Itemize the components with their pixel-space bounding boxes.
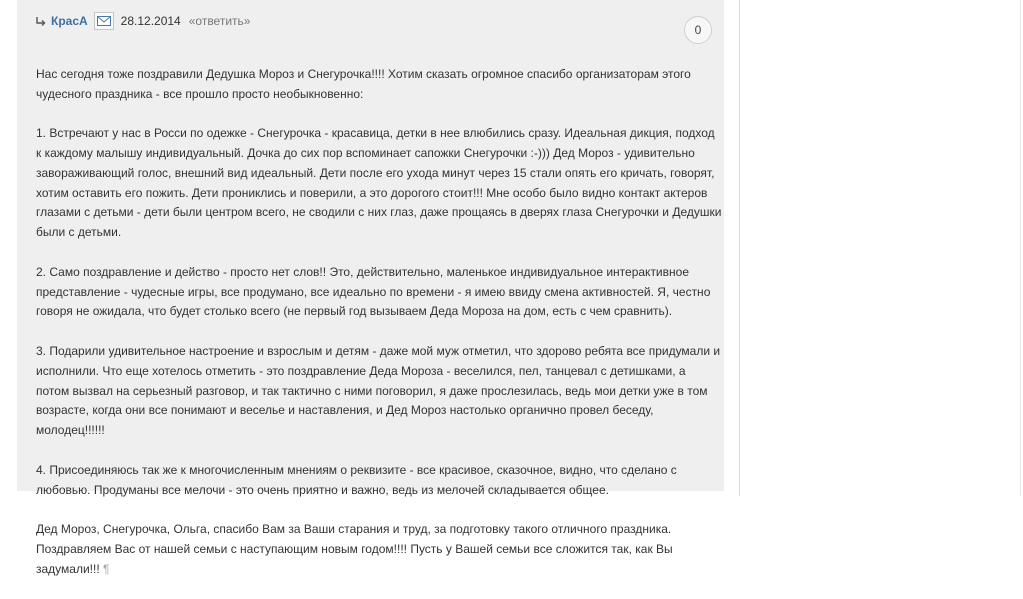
reply-link[interactable]: «ответить» (188, 14, 251, 28)
reply-arrow-icon (35, 15, 46, 27)
author-link[interactable]: КрасА (51, 14, 88, 28)
closing-text: Дед Мороз, Снегурочка, Ольга, спасибо Вам за Ваши старания и труд, за подготовку такого отличного праздника. Поздравляем Вас от нашей семьи с наступающим новым годом!!!! Пусть у Вашей семьи все сложится так, как Вы задумали!!! (36, 522, 673, 576)
reply-count-badge[interactable]: 0 (684, 16, 712, 44)
comment-paragraph-intro: Нас сегодня тоже поздравили Дедушка Мороз и Снегурочка!!!! Хотим сказать огромное спасибо организаторам этого чудесного праздника - все прошло просто необыкновенно: (36, 66, 691, 101)
comment-body (36, 45, 722, 599)
pilcrow-icon: ¶ (103, 561, 110, 576)
comment-header (35, 12, 250, 30)
comment-paragraph-closing (36, 520, 722, 579)
sidebar-divider (739, 0, 740, 496)
comment-paragraph-4: 4. Присоединяюсь так же к многочисленным мнениям о реквизите - все красивое, сказочное, видно, что сделано с любовью. Продуманы все мелочи - это очень приятно и важно, ведь из мелочей складывается общее. (36, 462, 677, 497)
page-edge-divider (1020, 0, 1021, 496)
mail-icon[interactable] (94, 12, 114, 30)
comment-paragraph-1: 1. Встречают у нас в Росси по одежке - Снегурочка - красавица, детки в нее влюбились сразу. Идеальная дикция, подход к каждому малышу индивидуальный. Дочка до сих пор вспоминает сапожки Снегурочки :-))) Дед Мороз - удивительно завораживающий голос, внешний вид идеальный. Дети после его ухода минут через 15 стали опять его кричать, говорят, хотим оставить его пожить. Дети прониклись и поверили, а это дорогого стоит!!! Мне особо было видно контакт актеров глазами с детьми - дети были центром всего, не сводили с них глаз, даже прощаясь в дверях глаза Снегурочки и Дедушки были с детьми. (36, 126, 722, 240)
comment-paragraph-2: 2. Само поздравление и действо - просто нет слов!! Это, действительно, маленькое индивидуальное интерактивное представление - чудесные игры, все продумано, все идеально по времени - я имею ввиду смена активностей. Я, честно говоря не ожидала, что будет столько всего (не первый год вызываем Деда Мороза на дом, есть с чем сравнить). (36, 264, 711, 319)
comment-card (17, 0, 724, 576)
comment-paragraph-3: 3. Подарили удивительное настроение и взрослым и детям - даже мой муж отметил, что здорово ребята все придумали и исполнили. Что еще хотелось отметить - это поздравление Деда Мороза - веселился, пел, танцевал с детишками, а потом вызвал на серьезный разговор, и так тактично с ними поговорил, я даже прослезилась, ведь мои детки уже в том возрасте, когда они все понимают и веселье и наставления, и Дед Мороз настолько органично провел беседу, молодец!!!!!! (36, 343, 721, 438)
comment-date: 28.12.2014 (120, 14, 181, 28)
